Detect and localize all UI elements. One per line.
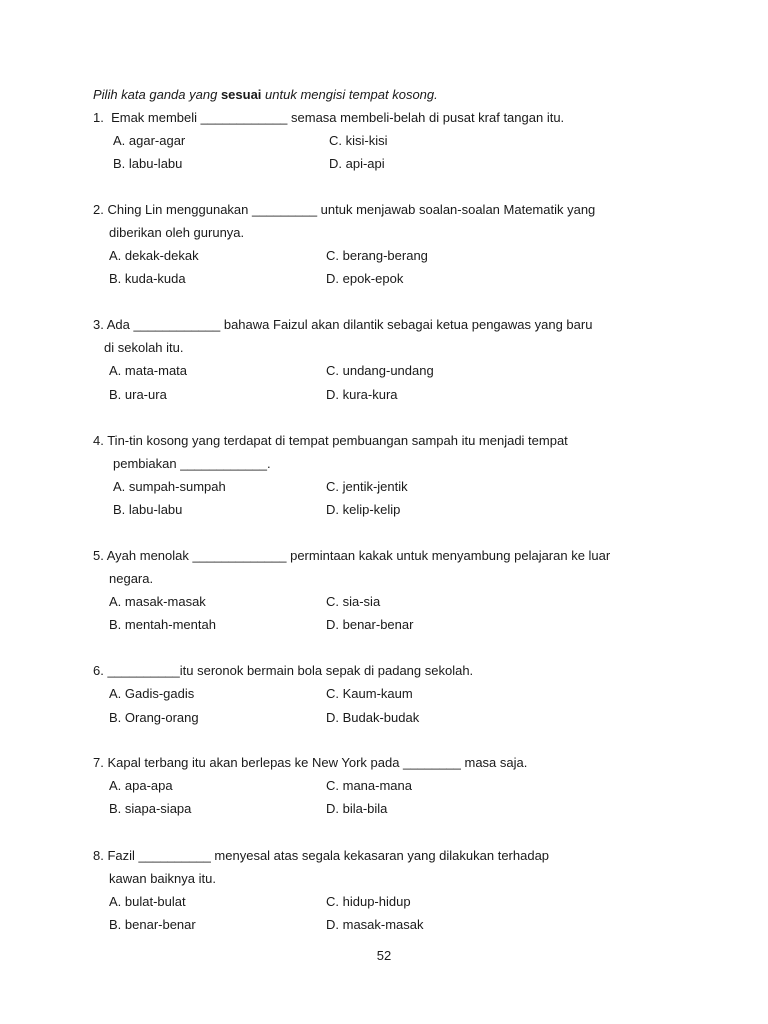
question-6-option-b: B. Orang-orang [109, 710, 199, 725]
question-5-option-c: C. sia-sia [326, 594, 381, 609]
question-3-option-a: A. mata-mata [109, 363, 188, 378]
question-2-option-c: C. berang-berang [326, 248, 428, 263]
question-4-text: 4. Tin-tin kosong yang terdapat di tempat pembuangan sampah itu menjadi tempat [93, 433, 568, 448]
question-6-option-c: C. Kaum-kaum [326, 686, 413, 701]
question-2-option-d: D. epok-epok [326, 271, 404, 286]
question-1-option-a: A. agar-agar [113, 133, 186, 148]
page-number: 52 [376, 948, 392, 963]
question-1-option-c: C. kisi-kisi [329, 133, 388, 148]
question-3-text: 3. Ada ____________ bahawa Faizul akan dilantik sebagai ketua pengawas yang baru [93, 317, 593, 332]
question-7-text: 7. Kapal terbang itu akan berlepas ke New York pada ________ masa saja. [93, 755, 528, 770]
question-3-option-b: B. ura-ura [109, 387, 167, 402]
instruction-emphasis: sesuai [220, 87, 262, 102]
question-5-text: 5. Ayah menolak _____________ permintaan kakak untuk menyambung pelajaran ke luar [93, 548, 611, 563]
question-6-option-d: D. Budak-budak [326, 710, 420, 725]
question-4-option-a: A. sumpah-sumpah [113, 479, 226, 494]
question-3-option-c: C. undang-undang [326, 363, 434, 378]
question-4-option-c: C. jentik-jentik [326, 479, 408, 494]
question-6-option-a: A. Gadis-gadis [109, 686, 195, 701]
question-1-option-b: B. labu-labu [113, 156, 183, 171]
question-4-option-d: D. kelip-kelip [326, 502, 401, 517]
question-1-text: 1. Emak membeli ____________ semasa membeli-belah di pusat kraf tangan itu. [93, 110, 565, 125]
question-7-option-c: C. mana-mana [326, 778, 412, 793]
question-8-option-c: C. hidup-hidup [326, 894, 411, 909]
question-8-option-d: D. masak-masak [326, 917, 424, 932]
question-7-option-d: D. bila-bila [326, 801, 388, 816]
question-3-option-d: D. kura-kura [326, 387, 398, 402]
question-2-text: 2. Ching Lin menggunakan _________ untuk menjawab soalan-soalan Matematik yang [93, 202, 596, 217]
question-5-option-a: A. masak-masak [109, 594, 206, 609]
question-5-option-b: B. mentah-mentah [109, 617, 216, 632]
instruction [93, 87, 438, 103]
question-8-text-continued: kawan baiknya itu. [109, 871, 216, 886]
question-7-option-b: B. siapa-siapa [109, 801, 192, 816]
question-7-option-a: A. apa-apa [109, 778, 173, 793]
question-4-text-continued: pembiakan ____________. [113, 456, 271, 471]
question-2-text-continued: diberikan oleh gurunya. [109, 225, 245, 240]
question-8-option-a: A. bulat-bulat [109, 894, 186, 909]
question-5-text-continued: negara. [109, 571, 154, 586]
question-6-text: 6. __________itu seronok bermain bola sepak di padang sekolah. [93, 663, 474, 678]
instruction-text-start: Pilih kata ganda yang [93, 87, 221, 102]
question-8-option-b: B. benar-benar [109, 917, 196, 932]
question-5-option-d: D. benar-benar [326, 617, 414, 632]
question-2-option-a: A. dekak-dekak [109, 248, 199, 263]
question-3-text-continued: di sekolah itu. [104, 340, 184, 355]
question-2-option-b: B. kuda-kuda [109, 271, 186, 286]
question-8-text: 8. Fazil __________ menyesal atas segala kekasaran yang dilakukan terhadap [93, 848, 550, 863]
question-1-option-d: D. api-api [329, 156, 385, 171]
question-4-option-b: B. labu-labu [113, 502, 183, 517]
instruction-text-end: untuk mengisi tempat kosong. [261, 87, 438, 102]
